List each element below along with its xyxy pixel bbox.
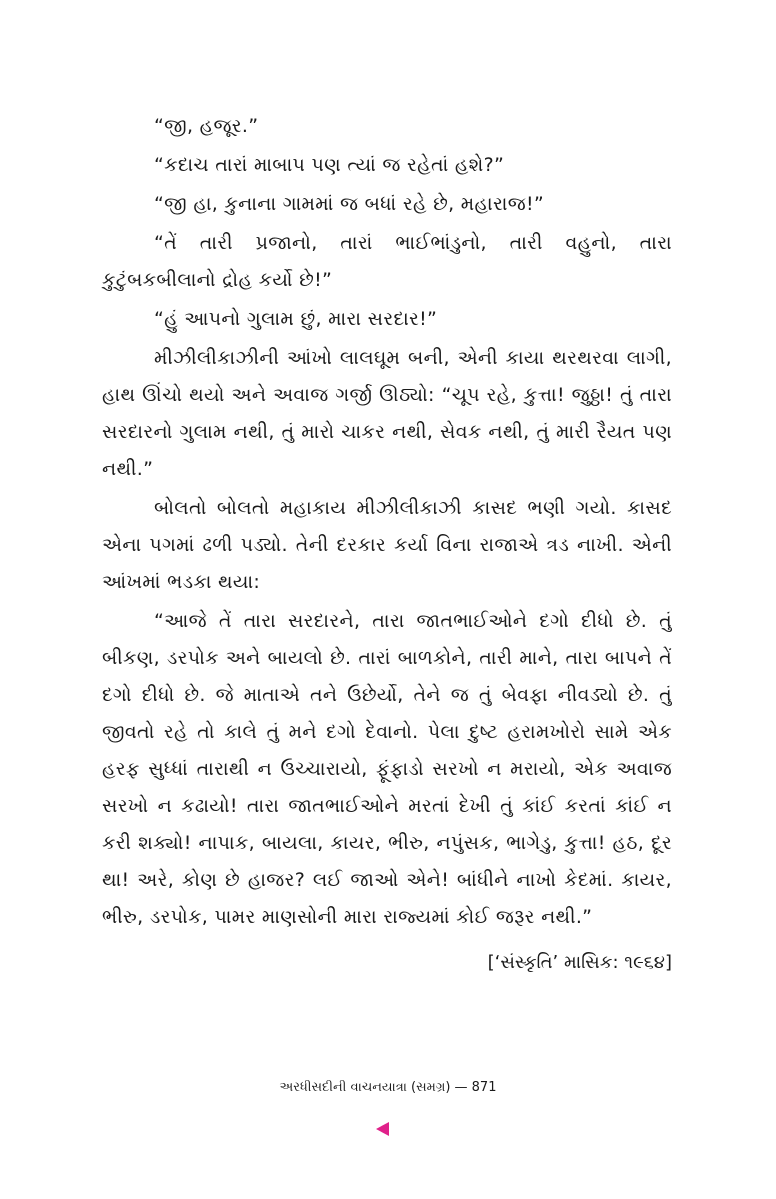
page-footer: અરધીસદીની વાચનયાત્રા (સમગ્ર) — 871 [279,1080,497,1095]
dialogue-paragraph: “હું આપનો ગુલામ છું, મારા સરદાર!” [154,308,438,330]
source-citation: [‘સંસ્કૃતિ’ માસિક: ૧૯૬૪] [487,952,672,973]
narrative-paragraph: મીઝીલીકાઝીની આંખો લાલઘૂમ બની, એની કાયા થરથરવા લાગી, હાથ ઊંચો થયો અને અવાજ ગર્જી ઊઠ્યો: “ચૂપ રહે, કુત્તા! જુઠ્ઠા! તું તારા સરદારનો ગુલામ નથી, તું મારો ચાકર નથી, સેવક નથી, તું મારી રૈયત પણ નથી.” [102,347,672,480]
dialogue-paragraph: “તેં તારી પ્રજાનો, તારાં ભાઈભાંડુનો, તારી વહુનો, તારા કુટુંબકબીલાનો દ્રોહ કર્યો છે!” [102,232,672,291]
dialogue-paragraph: “જી હા, કુનાના ગામમાં જ બધાં રહે છે, મહારાજ!” [154,193,545,215]
left-triangle-icon[interactable] [376,1122,389,1136]
speech-paragraph: “આજે તેં તારા સરદારને, તારા જાતભાઈઓને દગો દીધો છે. તું બીકણ, ડરપોક અને બાયલો છે. તારાં બાળકોને, તારી માને, તારા બાપને તેં દગો દીધો છે. જે માતાએ તને ઉછેર્યો, તેને જ તું બેવફા નીવડ્યો છે. તું જીવતો રહે તો કાલે તું મને દગો દેવાનો. પેલા દુષ્ટ હરામખોરો સામે એક હરફ સુધ્ધાં તારાથી ન ઉચ્ચારાયો, ફૂંફાડો સરખો ન મરાયો, એક અવાજ સરખો ન કઢાયો! તારા જાતભાઈઓને મરતાં દેખી તું કાંઈ કરતાં કાંઈ ન કરી શક્યો! નાપાક, બાયલા, કાયર, ભીરુ, નપુંસક, ભાગેડુ, કુત્તા! હઠ, દૂર થા! અરે, કોણ છે હાજર? લઈ જાઓ એને! બાંધીને નાખો કેદમાં. કાયર, ભીરુ, ડરપોક, પામર માણસોની મારા રાજ્યમાં કોઈ જરૂર નથી.” [102,610,672,928]
narrative-paragraph: બોલતો બોલતો મહાકાય મીઝીલીકાઝી કાસદ ભણી ગયો. કાસદ એના પગમાં ઢળી પડ્યો. તેની દરકાર કર્યા વિના રાજાએ ત્રડ નાખી. એની આંખમાં ભડકા થયા: [102,497,672,593]
dialogue-paragraph: “કદાચ તારાં માબાપ પણ ત્યાં જ રહેતાં હશે?” [154,154,505,176]
page-body [102,108,672,980]
dialogue-paragraph: “જી, હજૂર.” [154,115,259,137]
